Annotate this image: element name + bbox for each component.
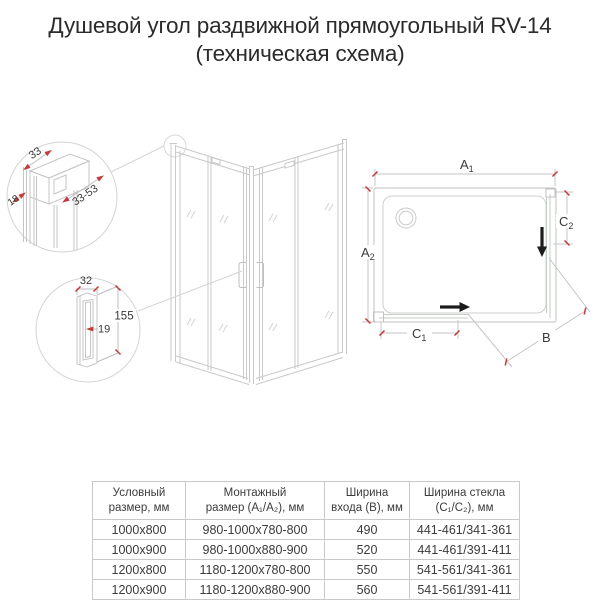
- cell-mounting-size: 980-1000x880-900: [186, 540, 325, 560]
- col-header-entrance-width: Ширина входа (В), мм: [325, 482, 410, 520]
- table-row: [93, 560, 520, 580]
- dim-a1-label: $A_1$: [460, 157, 474, 174]
- table-row: [93, 520, 520, 540]
- callout-leader-line: [138, 271, 242, 311]
- cell-entrance-width: 490: [325, 520, 410, 540]
- table-row: [93, 580, 520, 600]
- drain-icon: [396, 208, 416, 228]
- col-header-glass-width: Ширина стекла (С₁/С₂), мм: [410, 482, 520, 520]
- size-table: [92, 481, 520, 600]
- cell-glass-width: 441-461/341-361: [410, 520, 520, 540]
- cell-glass-width: 541-561/391-411: [410, 580, 520, 600]
- dim-profile-gap: 18: [5, 193, 22, 209]
- dim-b-label: B: [542, 330, 551, 345]
- col-header-nominal-size: Условный размер, мм: [93, 482, 186, 520]
- dim-a2-label: $A_2$: [361, 245, 375, 262]
- dim-handle-depth: 19: [98, 323, 111, 336]
- cell-entrance-width: 560: [325, 580, 410, 600]
- right-door-glass: [546, 189, 555, 318]
- dim-c1-label: $C_1$: [412, 326, 427, 343]
- cell-nominal-size: 1000x800: [93, 520, 186, 540]
- cell-entrance-width: 520: [325, 540, 410, 560]
- detail-circle-profile: [6, 142, 164, 252]
- plan-view: [357, 157, 590, 367]
- cell-glass-width: 541-561/341-361: [410, 560, 520, 580]
- col-header-mounting-size: Монтажный размер (А₁/А₂), мм: [186, 482, 325, 520]
- page-title-line2: (техническая схема): [195, 41, 405, 66]
- slide-direction-arrow-right: [440, 302, 470, 312]
- cell-nominal-size: 1200x800: [93, 560, 186, 580]
- page-title-line1: Душевой угол раздвижной прямоугольный RV-14: [48, 13, 552, 38]
- dim-profile-range: 33-53: [70, 182, 101, 209]
- roller-cover-icon: [285, 161, 294, 168]
- callout-leader-line: [111, 146, 164, 172]
- cell-entrance-width: 550: [325, 560, 410, 580]
- table-header-row: [93, 482, 520, 520]
- cell-mounting-size: 1180-1200x880-900: [186, 580, 325, 600]
- dim-handle-height: 155: [114, 310, 134, 323]
- cell-glass-width: 441-461/391-411: [410, 540, 520, 560]
- dim-profile-width: 33: [26, 145, 44, 162]
- isometric-view: [164, 135, 347, 385]
- dim-handle-width: 32: [79, 275, 93, 287]
- shower-tray-outline: [374, 188, 556, 322]
- cell-nominal-size: 1200x900: [93, 580, 186, 600]
- dim-c2-label: $C_2$: [559, 214, 574, 231]
- cell-mounting-size: 1180-1200x780-800: [186, 560, 325, 580]
- cell-nominal-size: 1000x900: [93, 540, 186, 560]
- cell-mounting-size: 980-1000x780-800: [186, 520, 325, 540]
- table-row: [93, 540, 520, 560]
